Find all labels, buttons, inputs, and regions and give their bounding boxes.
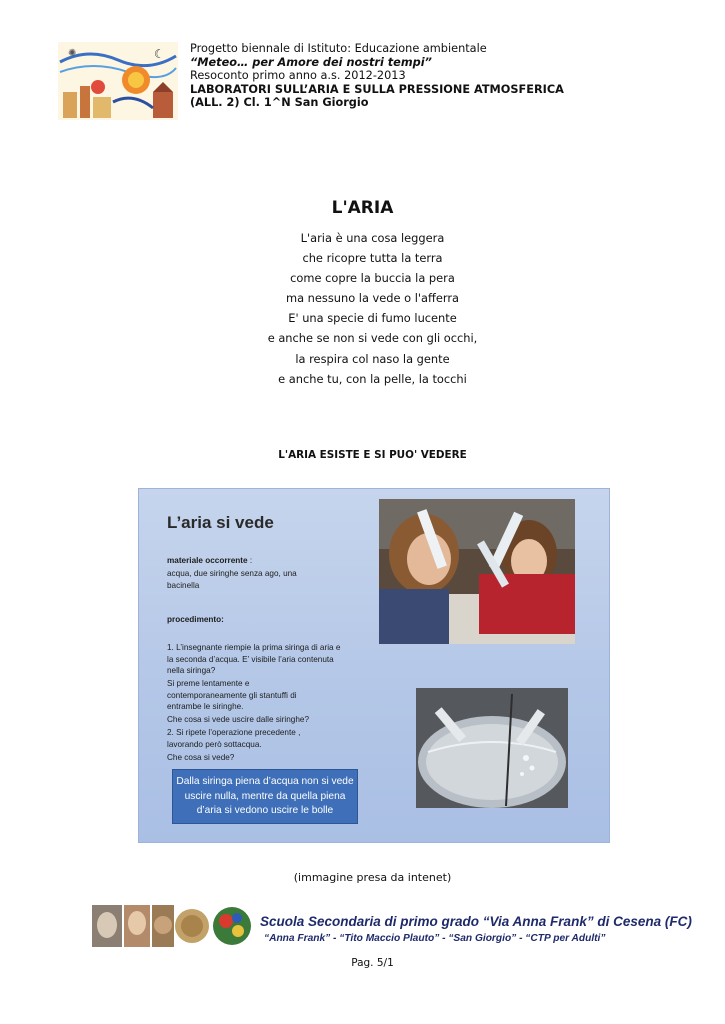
school-sites: “Anna Frank” - “Tito Maccio Plauto” - “San Giorgio” - “CTP per Adulti” — [264, 933, 606, 944]
lab-title: LABORATORI SULL’ARIA E SULLA PRESSIONE ATMOSFERICA — [190, 82, 564, 96]
project-line: Progetto biennale di Istituto: Educazione ambientale — [190, 42, 487, 55]
document-header — [190, 42, 610, 110]
result-callout: Dalla siringa piena d’acqua non si vede uscire nulla, mentre da quella piena d’aria si vedono uscire le bolle — [172, 769, 358, 824]
image-caption: (immagine presa da intenet) — [293, 871, 452, 884]
report-year: Resoconto primo anno a.s. 2012-2013 — [190, 69, 406, 83]
class-info: (ALL. 2) Cl. 1^N San Giorgio — [190, 96, 369, 110]
project-subtitle: “Meteo… per Amore dei nostri tempi” — [190, 55, 432, 69]
svg-text:☾: ☾ — [154, 47, 165, 61]
poem-line: e anche se non si vede con gli occhi, — [267, 331, 478, 346]
svg-text:✺: ✺ — [68, 48, 77, 59]
slide-title: L’aria si vede — [167, 513, 274, 532]
poem — [0, 228, 725, 389]
procedure-heading: procedimento: — [167, 615, 224, 624]
procedure-step-1: 1. L’insegnante riempie la prima siringa di aria e la seconda d’acqua. E’ visibile l’aria contenuta nella siringa? — [167, 643, 341, 676]
school-title: Scuola Secondaria di primo grado “Via Anna Frank” di Cesena (FC) — [260, 914, 692, 929]
poem-title: L'ARIA — [331, 198, 394, 218]
experiment-slide — [138, 488, 610, 843]
children-syringes-photo — [379, 499, 575, 644]
school-footer-images — [92, 905, 257, 947]
poem-line: come copre la buccia la pera — [290, 271, 455, 286]
procedure-step-1b: Si preme lentamente e contemporaneamente gli stantuffi di entrambe le siringhe. — [167, 679, 297, 712]
poem-line: ma nessuno la vede o l'afferra — [285, 291, 460, 306]
procedure-step-2: 2. Si ripete l’operazione precedente , lavorando però sottacqua. — [167, 728, 301, 749]
project-logo — [58, 42, 178, 120]
page-number: Pag. 5/1 — [351, 957, 394, 969]
poem-line: L'aria è una cosa leggera — [300, 231, 445, 245]
section-title: L'ARIA ESISTE E SI PUO' VEDERE — [278, 449, 467, 461]
materials-text: acqua, due siringhe senza ago, una bacinella — [167, 569, 297, 590]
syringes-in-water-photo — [416, 688, 568, 808]
poem-line: la respira col naso la gente — [295, 351, 450, 366]
question-2: Che cosa si vede? — [167, 753, 235, 762]
poem-line: e anche tu, con la pelle, la tocchi — [278, 371, 467, 386]
poem-line: E' una specie di fumo lucente — [288, 311, 457, 326]
school-name — [260, 914, 692, 944]
materials-heading: materiale occorrente : — [167, 556, 253, 565]
poem-line: che ricopre tutta la terra — [302, 251, 443, 266]
question-1: Che cosa si vede uscire dalle siringhe? — [167, 715, 309, 724]
